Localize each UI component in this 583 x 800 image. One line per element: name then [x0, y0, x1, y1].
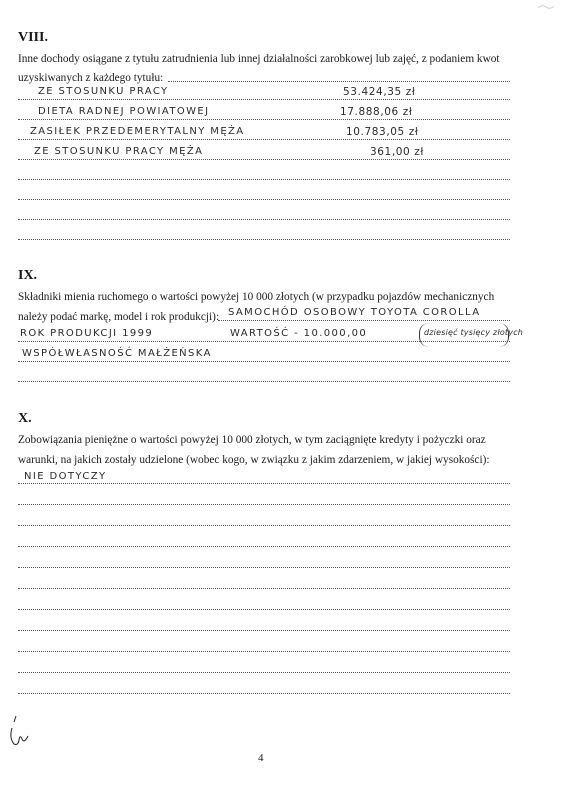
section-x-title: X.: [18, 411, 32, 426]
vehicle-ownership: WSPÓŁWŁASNOŚĆ MAŁŻEŃSKA: [22, 348, 212, 359]
dotted-line: [18, 567, 510, 568]
vehicle-description: SAMOCHÓD OSOBOWY TOYOTA COROLLA: [228, 307, 481, 318]
section-ix-text-line1: Składniki mienia ruchomego o wartości powyżej 10 000 złotych (w przypadku pojazdów mechanicznych: [18, 291, 495, 303]
income-source-3: ZASIŁEK PRZEDEMERYTALNY MĘŻA: [30, 126, 245, 137]
section-viii-text-line2: uzyskiwanych z każdego tytułu:: [18, 72, 164, 84]
section-x-text-line2: warunki, na jakich zostały udzielone (wobec kogo, w związku z jakim zdarzeniem, w jakiej wysokości):: [18, 454, 490, 466]
dotted-line: [18, 609, 510, 610]
dotted-line: [18, 546, 510, 547]
dotted-line: [18, 361, 510, 362]
dotted-line: [18, 672, 510, 673]
vehicle-value-words: dziesięć tysięcy złotych: [424, 328, 524, 337]
dotted-line: [18, 119, 510, 120]
income-amount-4: 361,00 zł: [370, 146, 424, 158]
dotted-line: [18, 381, 510, 382]
income-amount-2: 17.888,06 zł: [340, 106, 413, 118]
dotted-line: [18, 504, 510, 505]
liabilities-answer: NIE DOTYCZY: [24, 471, 107, 482]
vehicle-year: ROK PRODUKCJI 1999: [20, 328, 154, 339]
income-amount-1: 53.424,35 zł: [343, 86, 416, 98]
dotted-line: [18, 525, 510, 526]
section-viii-text-line1: Inne dochody osiągane z tytułu zatrudnienia lub innej działalności zarobkowej lub zajęć, z podaniem kwot: [18, 53, 500, 65]
dotted-line: [18, 239, 510, 240]
dotted-line: [18, 483, 510, 484]
section-ix-text-line2: należy podać markę, model i rok produkcji):: [18, 311, 220, 323]
section-x-text-line1: Zobowiązania pieniężne o wartości powyżej 10 000 złotych, w tym zaciągnięte kredyty i pożyczki oraz: [18, 434, 486, 446]
income-amount-3: 10.783,05 zł: [346, 126, 419, 138]
section-viii-title: VIII.: [18, 30, 48, 45]
dotted-line: [168, 81, 510, 82]
signature-initials: [6, 712, 34, 748]
dotted-line: [18, 199, 510, 200]
dotted-line: [18, 651, 510, 652]
income-source-4: ZE STOSUNKU PRACY MĘŻA: [34, 146, 204, 157]
income-source-2: DIETA RADNEJ POWIATOWEJ: [38, 106, 210, 117]
dotted-line: [18, 588, 510, 589]
dotted-line: [18, 630, 510, 631]
dotted-line: [18, 99, 510, 100]
vehicle-value: WARTOŚĆ - 10.000,00: [230, 328, 368, 339]
dotted-line: [18, 693, 510, 694]
dotted-line: [18, 219, 510, 220]
dotted-line: [18, 179, 510, 180]
section-ix-title: IX.: [18, 268, 38, 283]
dotted-line: [18, 139, 510, 140]
corner-mark: [536, 2, 556, 12]
income-source-1: ZE STOSUNKU PRACY: [38, 86, 169, 97]
dotted-line: [18, 159, 510, 160]
dotted-line: [218, 320, 510, 321]
page-number: 4: [258, 752, 264, 764]
